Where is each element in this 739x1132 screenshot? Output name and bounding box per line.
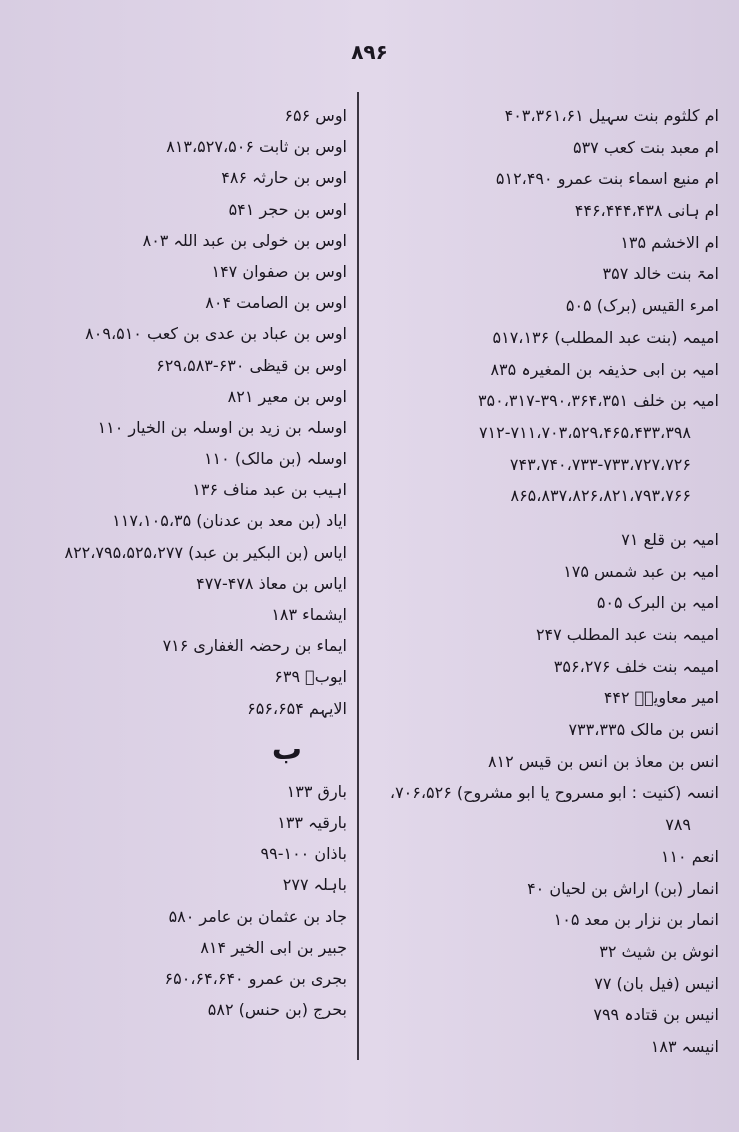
index-entry: اوس بن قیظی ۶۳۰-۶۲۹،۵۸۳ xyxy=(156,355,347,375)
section-heading: ب xyxy=(271,731,302,767)
index-entry: اوس ۶۵۶ xyxy=(284,106,347,125)
index-entry: بحرج (بن حنس) ۵۸۲ xyxy=(207,1000,347,1020)
index-entry-continuation: ۸۶۵،۸۳۷،۸۲۶،۸۲۱،۷۹۳،۷۶۶ xyxy=(510,486,691,506)
index-entry: ایاد (بن معد بن عدنان) ۱۱۷،۱۰۵،۳۵ xyxy=(112,511,347,531)
index-entry: ام ہانی ۴۴۶،۴۴۴،۴۳۸ xyxy=(574,201,719,221)
index-entry-continuation: ۷۱۲-۷۱۱،۷۰۳،۵۲۹،۴۶۵،۴۳۳،۳۹۸ xyxy=(478,422,691,442)
index-entry: اوس بن حارثہ ۴۸۶ xyxy=(221,168,347,188)
index-column-left xyxy=(2,100,347,1025)
index-column-right xyxy=(369,100,719,1063)
index-entry: ایماء بن رحضہ الغفاری ۷۱۶ xyxy=(162,636,347,656)
index-entry: اوس بن خولی بن عبد اللہ ۸۰۳ xyxy=(142,230,347,250)
index-entry: انمار بن نزار بن معد ۱۰۵ xyxy=(553,910,719,930)
index-entry: اوسلہ (بن مالک) ۱۱۰ xyxy=(203,449,347,469)
page-number: ۸۹۶ xyxy=(351,40,388,64)
column-divider xyxy=(357,92,359,1060)
index-entry: امیہ بن ابی حذیفہ بن المغیرہ ۸۳۵ xyxy=(490,359,719,379)
index-entry: اوس بن صفوان ۱۴۷ xyxy=(211,261,347,281)
column-spacer xyxy=(369,512,719,524)
index-entry: امیمہ بنت خلف ۳۵۶،۲۷۶ xyxy=(553,656,719,676)
index-entry: انوش بن شیث ۳۲ xyxy=(599,941,719,961)
index-entry: اوس بن حجر ۵۴۱ xyxy=(228,199,347,219)
index-entry: ام منیع اسماء بنت عمرو ۵۱۲،۴۹۰ xyxy=(495,169,719,189)
index-entry: اہیب بن عبد مناف ۱۳۶ xyxy=(192,480,347,500)
index-entry: انیسہ ۱۸۳ xyxy=(650,1036,719,1056)
index-entry: ایشماء ۱۸۳ xyxy=(271,605,347,624)
index-entry: امیہ بن قلع ۷۱ xyxy=(621,529,719,549)
index-entry: ایاس (بن البکیر بن عبد) ۸۲۲،۷۹۵،۵۲۵،۲۷۷ xyxy=(64,542,347,562)
index-entry: باذان ۱۰۰-۹۹ xyxy=(260,844,347,864)
index-entry: اوس بن الصامت ۸۰۴ xyxy=(205,293,347,313)
index-entry: امۃ بنت خالد ۳۵۷ xyxy=(602,264,719,284)
index-entry: جبیر بن ابی الخیر ۸۱۴ xyxy=(200,937,347,957)
index-entry: امیہ بن خلف ۳۹۰،۳۶۴،۳۵۱-۳۵۰،۳۱۷ xyxy=(477,391,719,411)
index-entry: باہلہ ۲۷۷ xyxy=(282,875,347,895)
index-entry: اوس بن ثابت ۸۱۳،۵۲۷،۵۰۶ xyxy=(166,137,347,157)
index-entry: انس بن مالک ۷۳۳،۳۳۵ xyxy=(568,720,719,740)
index-entry-continuation: ۷۴۳،۷۴۰،۷۳۳-۷۳۳،۷۲۷،۷۲۶ xyxy=(509,454,691,474)
index-entry: انمار (بن) اراش بن لحیان ۴۰ xyxy=(527,878,719,898)
index-entry: امیمہ (بنت عبد المطلب) ۵۱۷،۱۳۶ xyxy=(492,327,719,347)
index-entry: اوس بن عباد بن عدی بن کعب ۸۰۹،۵۱۰ xyxy=(85,324,347,344)
index-entry: انیس (فیل بان) ۷۷ xyxy=(594,973,719,993)
index-entry: امیمہ بنت عبد المطلب ۲۴۷ xyxy=(535,625,719,644)
index-entry: ام کلثوم بنت سہیل ۴۰۳،۳۶۱،۶۱ xyxy=(504,106,719,125)
index-entry: ام الاخشم ۱۳۵ xyxy=(620,232,719,252)
index-entry: انعم ۱۱۰ xyxy=(660,846,719,866)
index-entry: اوسلہ بن زید بن اوسلہ بن الخیار ۱۱۰ xyxy=(97,417,347,437)
index-entry: ام معبد بنت کعب ۵۳۷ xyxy=(572,137,719,157)
index-entry: امیر معاویہؓ ۴۴۲ xyxy=(603,688,719,708)
index-entry: امرء القیس (برک) ۵۰۵ xyxy=(565,296,719,316)
index-entry: انیس بن قتادہ ۷۹۹ xyxy=(593,1005,719,1025)
index-entry: ایاس بن معاذ ۴۷۸-۴۷۷ xyxy=(196,573,347,593)
index-entry: امیہ بن البرک ۵۰۵ xyxy=(596,593,719,613)
index-entry-continuation: ۷۸۹ xyxy=(665,815,691,835)
index-entry: انس بن معاذ بن انس بن قیس ۸۱۲ xyxy=(487,751,719,771)
index-entry: بارقیہ ۱۳۳ xyxy=(277,812,347,832)
index-entry: ایوبؑ ۶۳۹ xyxy=(274,667,347,687)
index-entry: بارق ۱۳۳ xyxy=(286,781,347,801)
index-entry: جاد بن عثمان بن عامر ۵۸۰ xyxy=(168,906,347,926)
index-entry: امیہ بن عبد شمس ۱۷۵ xyxy=(563,561,719,581)
index-entry: انسہ (کنیت : ابو مسروح یا ابو مشروح) ۷۰۶،۵۲۶، xyxy=(389,783,719,803)
index-entry: اوس بن معیر ۸۲۱ xyxy=(227,386,347,406)
index-entry: الایہم ۶۵۶،۶۵۴ xyxy=(247,698,347,718)
index-entry: بجری بن عمرو ۶۵۰،۶۴،۶۴۰ xyxy=(164,968,347,988)
